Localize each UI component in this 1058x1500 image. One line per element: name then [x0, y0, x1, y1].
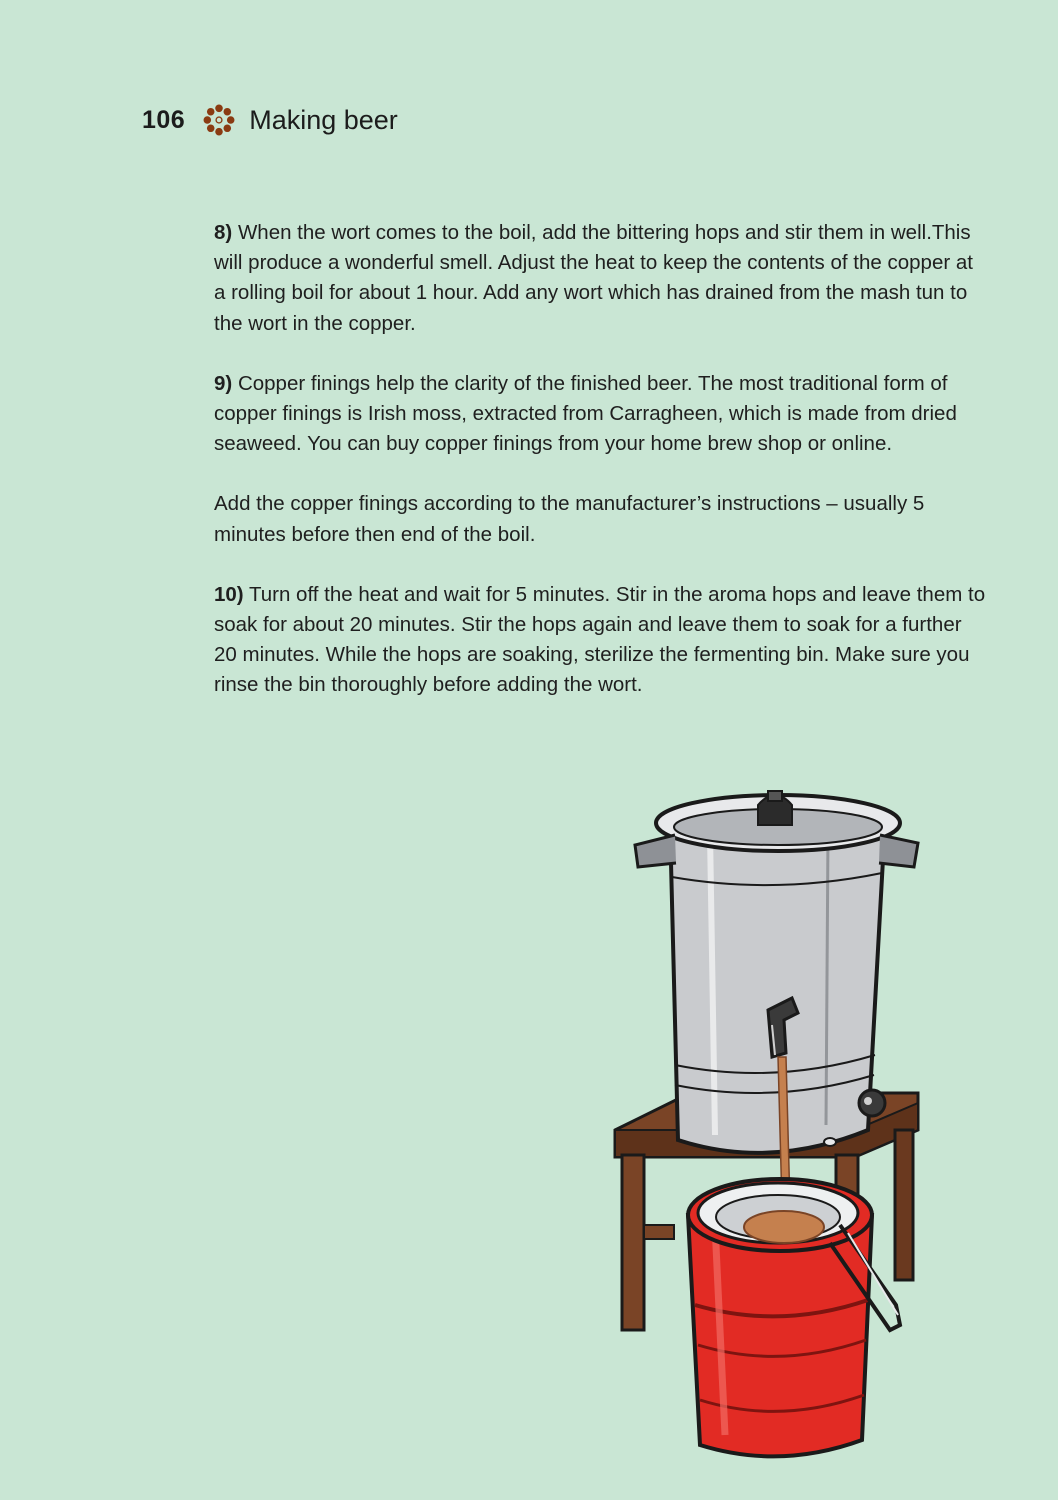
boiler-draining-into-bucket-icon — [600, 785, 930, 1485]
flower-ornament-icon — [201, 102, 237, 138]
boiler-icon — [635, 791, 918, 1153]
step-number: 8) — [214, 221, 233, 244]
paragraph-step-9 — [214, 369, 989, 460]
page-number: 106 — [142, 105, 186, 134]
step-number: 10) — [214, 582, 244, 606]
paragraph-text: Turn off the heat and wait for 5 minutes. Stir in the aroma hops and leave them to soak for about 20 minutes. Stir the hops again and leave them to soak for a further 20 minutes. While the hops are soaking, sterilize the fermenting bin. Make sure you rinse the bin thoroughly before adding the wort. — [214, 582, 986, 697]
step-number: 9) — [214, 371, 233, 395]
paragraph-text: When the wort comes to the boil, add the bittering hops and stir them in well.This will produce a wonderful smell. Adjust the heat to keep the contents of the copper at a rolling boil for about 1 hour. Add any wort which has drained from the mash tun to the wort in the copper. — [214, 221, 973, 335]
paragraph-step-10 — [214, 580, 989, 701]
paragraph-text: Copper finings help the clarity of the finished beer. The most traditional form of copper finings is Irish moss, extracted from Carragheen, which is made from dried seaweed. You can buy copper finings from your home brew shop or online. — [214, 371, 957, 456]
section-title: Making beer — [249, 104, 398, 135]
page-header — [142, 100, 398, 140]
body-text — [214, 218, 989, 731]
paragraph-copper-finings-note — [214, 489, 989, 549]
paragraph-text: Add the copper finings according to the manufacturer’s instructions – usually 5 minutes before then end of the boil. — [214, 492, 925, 546]
paragraph-step-8 — [214, 218, 989, 339]
